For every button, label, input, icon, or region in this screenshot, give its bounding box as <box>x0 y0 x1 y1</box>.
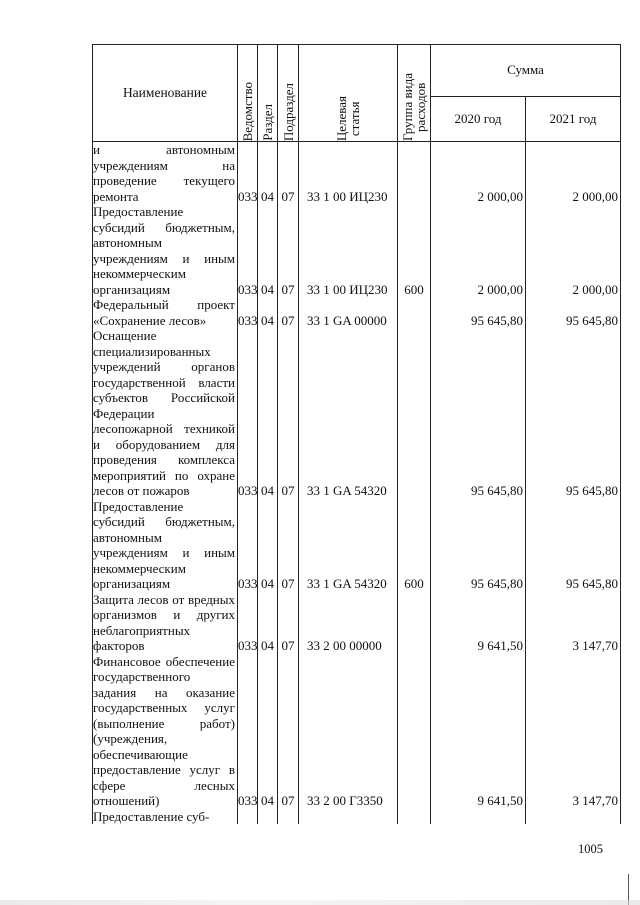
header-subsection <box>278 45 299 142</box>
header-expense-group-text <box>401 73 427 141</box>
row-section: 04 <box>258 142 278 205</box>
header-target-article-text <box>335 96 361 141</box>
scan-bottom-edge <box>0 900 640 905</box>
header-expense-group-line1: Группа вида <box>400 73 415 141</box>
row-dept-empty <box>238 809 258 825</box>
row-subsection: 07 <box>278 499 299 592</box>
table-row <box>93 592 621 654</box>
row-name: Федеральный проект «Сохранение лесов» <box>93 297 238 328</box>
row-article: 33 2 00 00000 <box>299 592 398 654</box>
row-article-empty <box>299 809 398 825</box>
row-name: Защита лесов от вредных организмов и других неблагоприятных факторов <box>93 592 238 654</box>
row-section-empty <box>258 809 278 825</box>
header-target-article-line1: Целевая <box>334 95 349 141</box>
row-dept: 033 <box>238 654 258 809</box>
row-name: Предоставление субсидий бюджетным, автономным учреждениям и иным некоммерческим организациям <box>93 499 238 592</box>
row-article: 33 1 GA 54320 <box>299 499 398 592</box>
header-sum: Сумма <box>431 45 621 97</box>
table-row <box>93 499 621 592</box>
table-row <box>93 654 621 809</box>
row-sum-2020: 95 645,80 <box>431 297 526 328</box>
header-subsection-text: Подраздел <box>280 82 296 141</box>
table-row <box>93 142 621 205</box>
row-sum-2020: 9 641,50 <box>431 592 526 654</box>
row-sum-2021-empty <box>526 809 621 825</box>
header-target-article-line2: статья <box>347 101 362 136</box>
header-target-article <box>299 45 398 142</box>
header-section <box>258 45 278 142</box>
budget-table <box>92 44 621 824</box>
page-number: 1005 <box>578 842 603 856</box>
table-body <box>93 142 621 825</box>
row-sum-2020: 2 000,00 <box>431 142 526 205</box>
row-section: 04 <box>258 592 278 654</box>
row-sum-2021: 95 645,80 <box>526 328 621 499</box>
row-dept: 033 <box>238 297 258 328</box>
row-dept: 033 <box>238 592 258 654</box>
row-name: Оснащение специализированных учреждений органов государственной власти субъектов Российской Федерации лесопожарной техникой и оборудованием для проведения комплекса мероприятий по охране лесов от пожаров <box>93 328 238 499</box>
row-sum-2020: 95 645,80 <box>431 499 526 592</box>
row-sum-2021: 3 147,70 <box>526 592 621 654</box>
row-section: 04 <box>258 328 278 499</box>
row-name: Предоставление субсидий бюджетным, автономным учреждениям и иным некоммерческим организациям <box>93 204 238 297</box>
row-section: 04 <box>258 204 278 297</box>
row-subsection: 07 <box>278 592 299 654</box>
header-year-2021: 2021 год <box>526 96 621 141</box>
row-group <box>398 328 431 499</box>
row-group <box>398 592 431 654</box>
row-sum-2020: 2 000,00 <box>431 204 526 297</box>
row-article: 33 1 00 ИЦ230 <box>299 142 398 205</box>
header-year-2020: 2020 год <box>431 96 526 141</box>
row-subsection-empty <box>278 809 299 825</box>
header-name: Наименование <box>93 45 238 142</box>
row-name: Финансовое обеспечение государственного задания на оказание государственных услуг (выполнение работ) (учреждения, обеспечивающие предоставление услуг в сфере лесных отношений) <box>93 654 238 809</box>
row-group <box>398 654 431 809</box>
row-dept: 033 <box>238 142 258 205</box>
row-sum-2020: 9 641,50 <box>431 654 526 809</box>
row-section: 04 <box>258 499 278 592</box>
row-dept: 033 <box>238 204 258 297</box>
row-article: 33 1 GA 54320 <box>299 328 398 499</box>
row-group: 600 <box>398 499 431 592</box>
row-sum-2021: 95 645,80 <box>526 297 621 328</box>
row-subsection: 07 <box>278 328 299 499</box>
row-subsection: 07 <box>278 297 299 328</box>
row-group-empty <box>398 809 431 825</box>
table-row-continued <box>93 809 621 825</box>
row-group <box>398 142 431 205</box>
row-sum-2021: 95 645,80 <box>526 499 621 592</box>
row-sum-2020-empty <box>431 809 526 825</box>
row-sum-2020: 95 645,80 <box>431 328 526 499</box>
row-sum-2021: 3 147,70 <box>526 654 621 809</box>
row-name: и автономным учреждениям на проведение текущего ремонта <box>93 142 238 205</box>
row-article: 33 1 GA 00000 <box>299 297 398 328</box>
row-subsection: 07 <box>278 142 299 205</box>
row-group: 600 <box>398 204 431 297</box>
row-article: 33 1 00 ИЦ230 <box>299 204 398 297</box>
row-article: 33 2 00 Г3350 <box>299 654 398 809</box>
row-sum-2021: 2 000,00 <box>526 142 621 205</box>
row-group <box>398 297 431 328</box>
header-expense-group-line2: расходов <box>413 82 428 132</box>
row-dept: 033 <box>238 328 258 499</box>
row-section: 04 <box>258 297 278 328</box>
header-department-text: Ведомство <box>240 81 255 141</box>
table-row <box>93 328 621 499</box>
table-row <box>93 204 621 297</box>
row-dept: 033 <box>238 499 258 592</box>
row-subsection: 07 <box>278 654 299 809</box>
row-name-continued: Предоставление суб- <box>93 809 238 825</box>
row-sum-2021: 2 000,00 <box>526 204 621 297</box>
header-section-text: Раздел <box>260 104 275 141</box>
header-expense-group <box>398 45 431 142</box>
row-section: 04 <box>258 654 278 809</box>
header-department <box>238 45 258 142</box>
row-subsection: 07 <box>278 204 299 297</box>
table-row <box>93 297 621 328</box>
